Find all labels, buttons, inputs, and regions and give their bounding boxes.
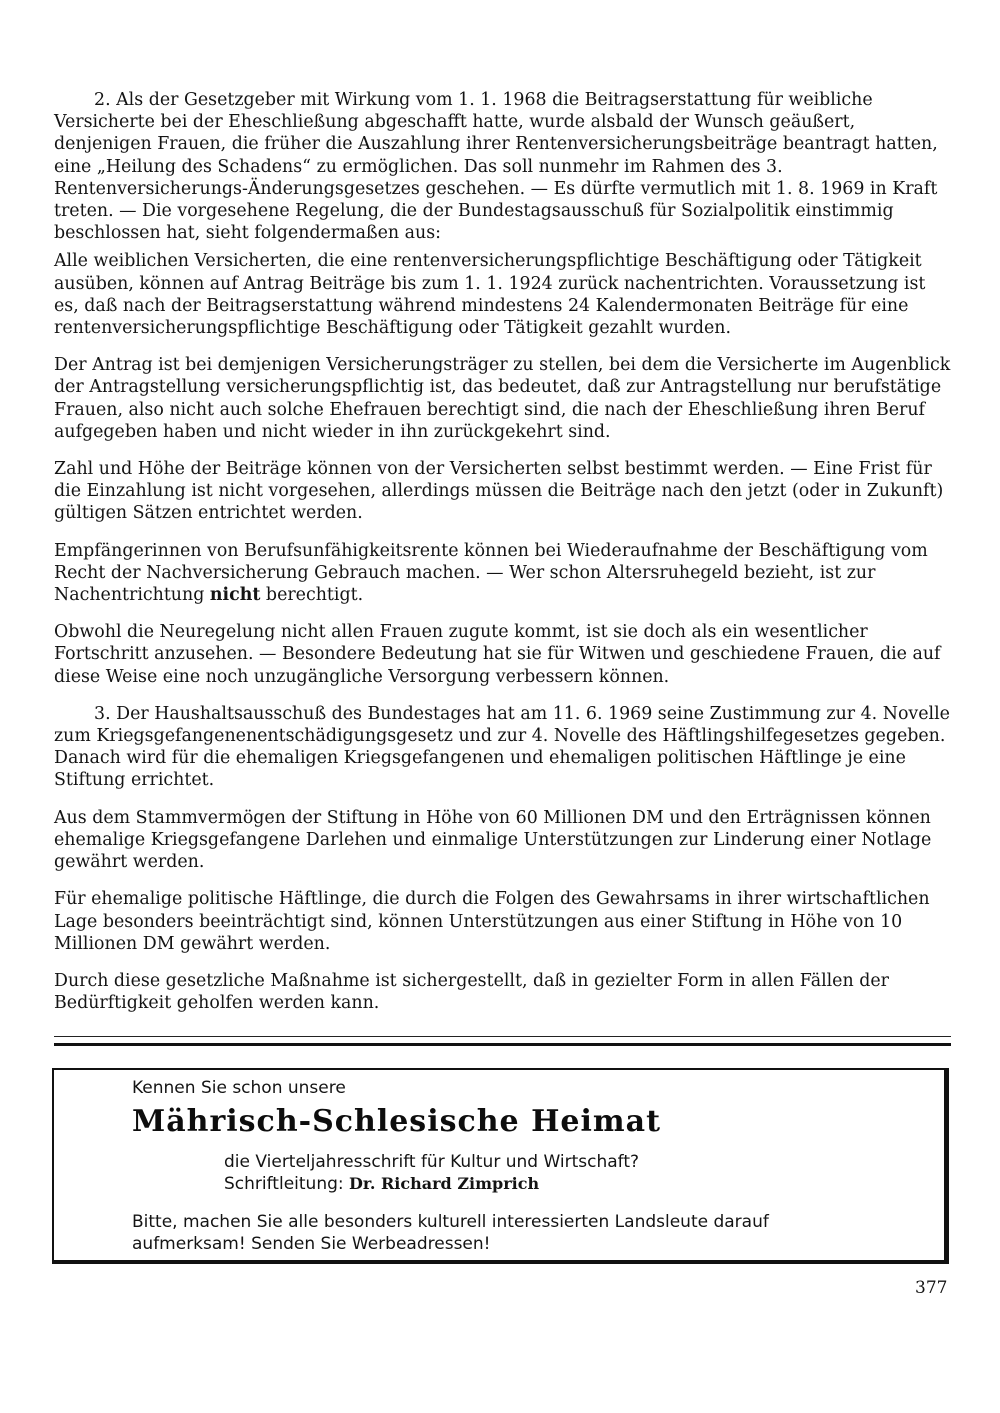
paragraph-section-2-intro: 2. Als der Gesetzgeber mit Wirkung vom 1. 1. 1968 die Beitragserstattung für weibliche Versicherte bei der Eheschließung abgeschafft hatte, wurde alsbald der Wunsch geäußert, denjenigen Frauen, die früher die Auszahlung ihrer Rentenversicherungsbeiträge beantragt hatten, eine „Heilung des Schadens“ zu ermöglichen. Das soll nunmehr im Rahmen des 3. Rentenversicherungs-Änderungsgesetzes geschehen. — Es dürfte vermutlich mit 1. 8. 1969 in Kraft treten. — Die vorgesehene Regelung, die der Bundestagsausschuß für Sozialpolitik einstimmig beschlossen hat, sieht folgendermaßen aus: xyxy=(54,90,938,244)
ad-editor-name: Dr. Richard Zimprich xyxy=(349,1174,540,1193)
ad-intro: Kennen Sie schon unsere xyxy=(132,1078,346,1098)
paragraph-progress: Obwohl die Neuregelung nicht allen Frauen zugute kommt, ist sie doch als ein wesentlicher Fortschritt anzusehen. — Besondere Bedeutung hat sie für Witwen und geschiedene Frauen, die auf diese Weise eine noch unzugängliche Versorgung verbessern können. xyxy=(54,622,941,687)
ad-subtitle: die Vierteljahresschrift für Kultur und Wirtschaft? xyxy=(224,1152,640,1172)
ad-appeal-line-2: aufmerksam! Senden Sie Werbeadressen! xyxy=(132,1234,491,1254)
paragraph-foundation-pow: Aus dem Stammvermögen der Stiftung in Höhe von 60 Millionen DM und den Erträgnissen können ehemalige Kriegsgefangene Darlehen und einmalige Unterstützungen zur Linderung einer Notlage gewährt werden. xyxy=(54,807,932,873)
divider-thin xyxy=(54,1036,951,1037)
ad-editor-label: Schriftleitung: xyxy=(224,1174,344,1194)
ad-appeal xyxy=(132,1211,769,1255)
article-body xyxy=(54,89,951,1029)
page-number: 377 xyxy=(915,1278,948,1298)
ad-appeal-line-1: Bitte, machen Sie alle besonders kulturell interessierten Landsleute darauf xyxy=(132,1212,769,1232)
advertisement-box xyxy=(52,1068,949,1264)
paragraph-section-3-intro: 3. Der Haushaltsausschuß des Bundestages hat am 11. 6. 1969 seine Zustimmung zur 4. Novelle zum Kriegsgefangenenentschädigungsgesetz und zur 4. Novelle des Häftlingshilfegesetzes gegeben. Danach wird für die ehemaligen Kriegsgefangenen und ehemaligen politischen Häftlinge je eine Stiftung errichtet. xyxy=(54,703,950,791)
ad-subtitle-block xyxy=(224,1151,639,1195)
divider-thick xyxy=(54,1043,951,1046)
emphasis-not: nicht xyxy=(209,585,261,606)
ad-title: Mährisch-Schlesische Heimat xyxy=(132,1104,661,1139)
paragraph-application: Der Antrag ist bei demjenigen Versicherungsträger zu stellen, bei dem die Versicherte im Augenblick der Antragstellung versicherungspflichtig ist, das bedeutet, daß zur Antragstellung nur berufstätige Frauen, also nicht auch solche Ehefrauen berechtigt sind, die nach der Eheschließung ihren Beruf aufgegeben haben und nicht wieder in ihn zurückgekehrt sind. xyxy=(54,355,951,442)
paragraph-eligibility: Alle weiblichen Versicherten, die eine rentenversicherungspflichtige Beschäftigung oder Tätigkeit ausüben, können auf Antrag Beiträge bis zum 1. 1. 1924 zurück nachentrichten. Voraussetzung ist es, daß nach der Beitragserstattung während mindestens 24 Kalendermonaten Beiträge für eine rentenversicherungspflichtige Beschäftigung oder Tätigkeit gezahlt wurden. xyxy=(54,251,926,339)
paragraph-conclusion: Durch diese gesetzliche Maßnahme ist sichergestellt, daß in gezielter Form in allen Fällen der Bedürftigkeit geholfen werden kann. xyxy=(54,970,889,1014)
ad-editor-line xyxy=(224,1173,639,1195)
paragraph-text-before: Empfängerinnen von Berufsunfähigkeitsrente können bei Wiederaufnahme der Beschäftigung vom Recht der Nachversicherung Gebrauch machen. — Wer schon Altersruhegeld bezieht, ist zur Nachentrichtung xyxy=(54,540,928,606)
paragraph-contributions: Zahl und Höhe der Beiträge können von der Versicherten selbst bestimmt werden. — Eine Frist für die Einzahlung ist nicht vorgesehen, allerdings müssen die Beiträge nach den jetzt (oder in Zukunft) gültigen Sätzen entrichtet werden. xyxy=(54,459,944,524)
paragraph-disability-pension xyxy=(54,540,951,607)
paragraph-text-after: berechtigt. xyxy=(260,585,364,606)
paragraph-foundation-prisoners: Für ehemalige politische Häftlinge, die durch die Folgen des Gewahrsams in ihrer wirtschaftlichen Lage besonders beeinträchtigt sind, können Unterstützungen aus einer Stiftung in Höhe von 10 Millionen DM gewährt werden. xyxy=(54,889,930,954)
